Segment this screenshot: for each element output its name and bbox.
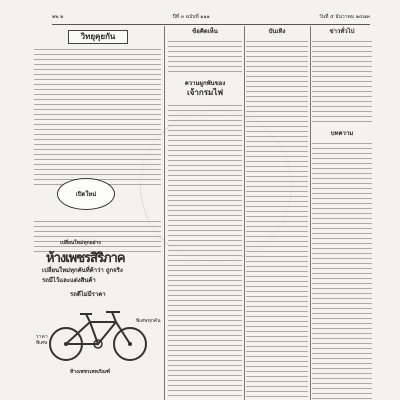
column-rule-2	[244, 26, 245, 400]
column-3	[246, 26, 308, 400]
column-2-heading-1: ข้อคิดเห็น	[192, 28, 218, 35]
ad-subline: เปลี่ยนใหม่ทุกอย่าง	[60, 240, 101, 246]
advertisement-footer: ห้างเพชรเคหภัณฑ์	[70, 369, 111, 375]
column-2	[168, 26, 242, 400]
open-new-stamp: เปิดใหม่	[57, 178, 115, 210]
column-2-heading-2: ความผูกพันของ	[184, 80, 226, 87]
advertisement-line-2: รถมีไว้และแต่งสินค้า	[42, 277, 96, 284]
column-rule-3	[310, 26, 311, 400]
column-2-text-block-1	[168, 38, 242, 76]
page-header	[52, 10, 370, 25]
advertisement-store-name: ห้างเพชรสิริภาค	[46, 251, 125, 266]
column-3-text-block	[246, 38, 308, 400]
column-2-heading-3: เจ้ากรมไฟ	[186, 88, 223, 97]
column-4	[312, 26, 372, 400]
advertisement-line-1: เปลี่ยนใหม่ทุกคันที่ค้าว่า ถูกจริง	[42, 267, 123, 274]
column-rule-1	[164, 26, 165, 400]
ad-left-note: ราคาพิเศษ	[36, 334, 48, 346]
ad-right-note: พิเศษทุกคัน	[136, 318, 161, 324]
advertisement-price: รถดีไม่มีราคา	[70, 291, 106, 298]
column-2-text-block-2	[168, 102, 242, 400]
column-1-text-block	[34, 46, 161, 186]
column-3-heading: บันเทิง	[268, 28, 286, 35]
column-4-text-block-1	[312, 38, 372, 126]
column-4-text-block-2	[312, 140, 372, 400]
column-title-box: วิทยุคุยกัน	[68, 30, 128, 44]
header-center: ปีที่ ๓ ฉบับที่ ๑๑๑	[172, 14, 210, 20]
column-4-heading-2: บทความ	[330, 130, 354, 137]
header-left: ๒๒ ๒	[52, 14, 64, 20]
column-4-heading-1: ข่าวทั่วไป	[329, 28, 355, 35]
header-right: วันที่ ๕ ธันวาคม ๒๔๗๓	[318, 14, 370, 20]
bicycle-illustration	[46, 296, 150, 366]
